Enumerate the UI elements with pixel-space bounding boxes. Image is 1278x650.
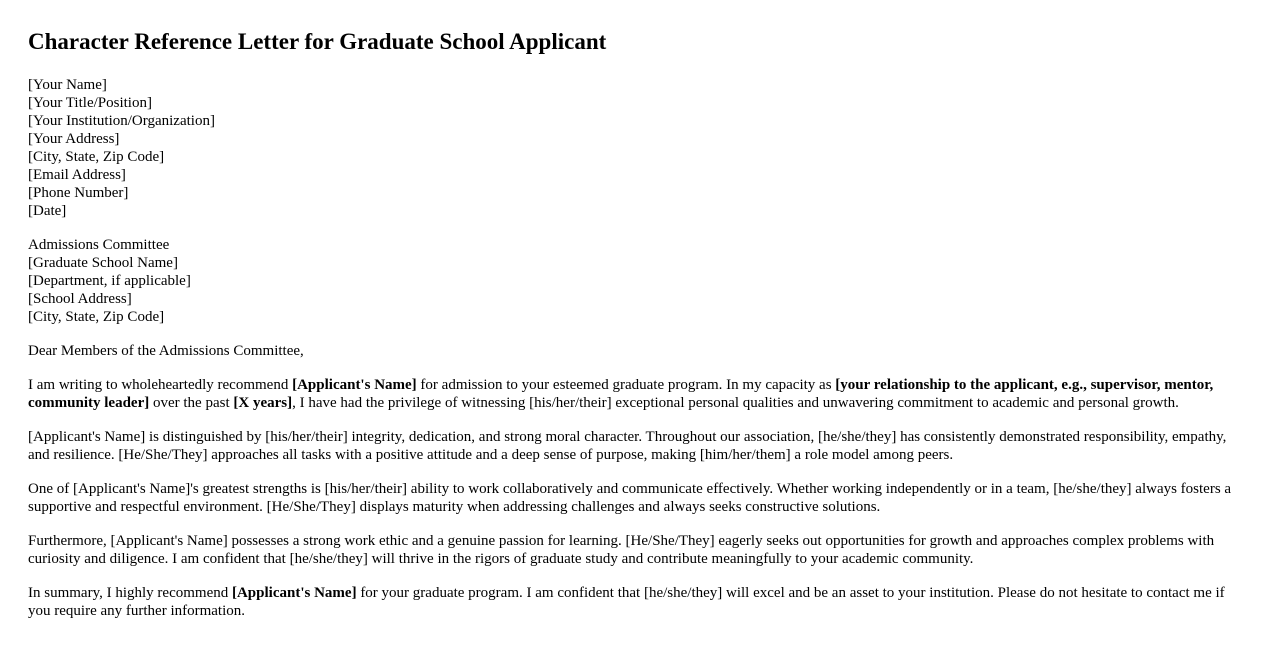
recipient-committee: Admissions Committee <box>28 237 170 253</box>
paragraph-character: [Applicant's Name] is distinguished by [his/her/their] integrity, dedication, and strong moral character. Throughout our association, [he/she/they] has consistently demonstrated responsibility, empathy, and resilience. [He/She/They] approaches all tasks with a positive attitude and a deep sense of purpose, making [him/her/them] a role model among peers. <box>28 429 1227 463</box>
sender-name: [Your Name] <box>28 77 107 93</box>
sender-email: [Email Address] <box>28 167 126 183</box>
recipient-city: [City, State, Zip Code] <box>28 309 165 325</box>
paragraph-intro-text-1: I am writing to wholeheartedly recommend <box>28 377 293 393</box>
letter-title: Character Reference Letter for Graduate School Applicant <box>28 29 607 54</box>
sender-institution: [Your Institution/Organization] <box>28 113 215 129</box>
recipient-address: [School Address] <box>28 291 132 307</box>
recipient-block <box>28 236 1250 326</box>
letter-date: [Date] <box>28 203 67 219</box>
sender-address: [Your Address] <box>28 131 120 147</box>
paragraph-intro-text-4: , I have had the privilege of witnessing [his/her/their] exceptional personal qualities and unwavering commitment to academic and personal growth. <box>292 395 1179 411</box>
salutation: Dear Members of the Admissions Committee, <box>28 343 304 359</box>
relationship-emphasis: [your relationship to the applicant, e.g., supervisor, mentor, community leader] <box>28 377 1214 411</box>
paragraph-intro <box>28 376 1250 412</box>
paragraph-summary-text-2: for your graduate program. I am confident that [he/she/they] will excel and be an asset to your institution. Please do not hesitate to contact me if you require any further information. <box>28 585 1225 619</box>
paragraph-work-ethic: Furthermore, [Applicant's Name] possesses a strong work ethic and a genuine passion for learning. [He/She/They] eagerly seeks out opportunities for growth and approaches complex problems with curiosity and diligence. I am confident that [he/she/they] will thrive in the rigors of graduate study and contribute meaningfully to your academic community. <box>28 533 1215 567</box>
paragraph-intro-text-3: over the past <box>149 395 234 411</box>
sender-block <box>28 76 1250 220</box>
sender-title: [Your Title/Position] <box>28 95 152 111</box>
paragraph-summary <box>28 584 1250 620</box>
recipient-department: [Department, if applicable] <box>28 273 191 289</box>
paragraph-strengths: One of [Applicant's Name]'s greatest strengths is [his/her/their] ability to work collaboratively and communicate effectively. Whether working independently or in a team, [he/she/they] always fosters a supportive and respectful environment. [He/She/They] displays maturity when addressing challenges and always seeks constructive solutions. <box>28 481 1232 515</box>
summary-applicant-name-emphasis: [Applicant's Name] <box>231 585 357 601</box>
paragraph-intro-text-2: for admission to your esteemed graduate program. In my capacity as <box>416 377 836 393</box>
sender-city: [City, State, Zip Code] <box>28 149 165 165</box>
paragraph-summary-text-1: In summary, I highly recommend <box>28 585 232 601</box>
applicant-name-emphasis: [Applicant's Name] <box>292 377 417 393</box>
sender-phone: [Phone Number] <box>28 185 129 201</box>
recipient-school: [Graduate School Name] <box>28 255 178 271</box>
years-emphasis: [X years] <box>233 395 293 411</box>
